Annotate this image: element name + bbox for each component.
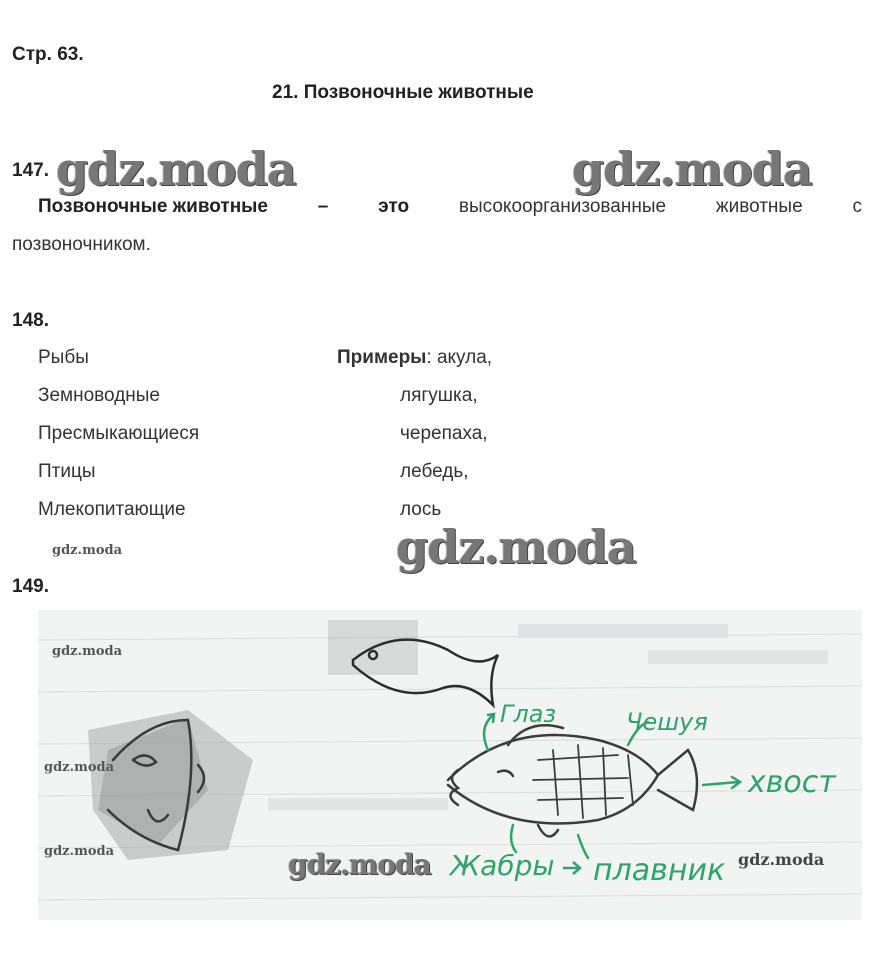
fish-drawing xyxy=(38,610,862,920)
label-fin: плавник xyxy=(593,853,726,888)
example-value: лось xyxy=(400,499,442,520)
label-scales: Чешуя xyxy=(626,708,708,736)
watermark: gdz.moda xyxy=(288,848,431,881)
definition-word: животные xyxy=(715,196,803,217)
class-name: Птицы xyxy=(38,461,96,482)
definition-word: с xyxy=(852,196,862,217)
watermark: gdz.moda xyxy=(56,142,296,196)
example-value: лягушка, xyxy=(400,385,478,406)
question-147-number: 147. xyxy=(12,160,49,181)
definition-eto: это xyxy=(378,196,410,217)
fish-drawing-photo xyxy=(38,610,862,920)
class-name: Земноводные xyxy=(38,385,160,406)
examples-label: Примеры xyxy=(337,347,427,368)
watermark: gdz.moda xyxy=(52,543,123,558)
watermark: gdz.moda xyxy=(52,644,123,659)
definition-dash: – xyxy=(317,196,329,217)
question-148-number: 148. xyxy=(12,310,49,331)
watermark: gdz.moda xyxy=(396,520,636,574)
examples-colon: : xyxy=(426,347,437,368)
definition-term: Позвоночные животные xyxy=(38,196,268,217)
example-value: черепаха, xyxy=(400,423,488,444)
definition-end: позвоночником. xyxy=(12,234,151,255)
class-name: Пресмыкающиеся xyxy=(38,423,200,444)
class-name: Млекопитающие xyxy=(38,499,186,520)
watermark: gdz.moda xyxy=(572,142,812,196)
definition-line xyxy=(38,196,862,218)
examples-row xyxy=(337,347,492,369)
watermark: gdz.moda xyxy=(44,844,115,859)
definition-word: высокоорганизованные xyxy=(458,196,667,217)
page-title: 21. Позвоночные животные xyxy=(272,82,534,103)
label-eye: Глаз xyxy=(500,700,557,728)
example-value: акула, xyxy=(436,347,493,368)
watermark: gdz.moda xyxy=(44,760,115,775)
label-tail: хвост xyxy=(748,765,836,800)
watermark: gdz.moda xyxy=(738,850,825,869)
class-name: Рыбы xyxy=(38,347,89,368)
label-gills: Жабры xyxy=(450,849,555,882)
example-value: лебедь, xyxy=(400,461,469,482)
page-number: Стр. 63. xyxy=(12,44,84,65)
question-149-number: 149. xyxy=(12,576,49,597)
